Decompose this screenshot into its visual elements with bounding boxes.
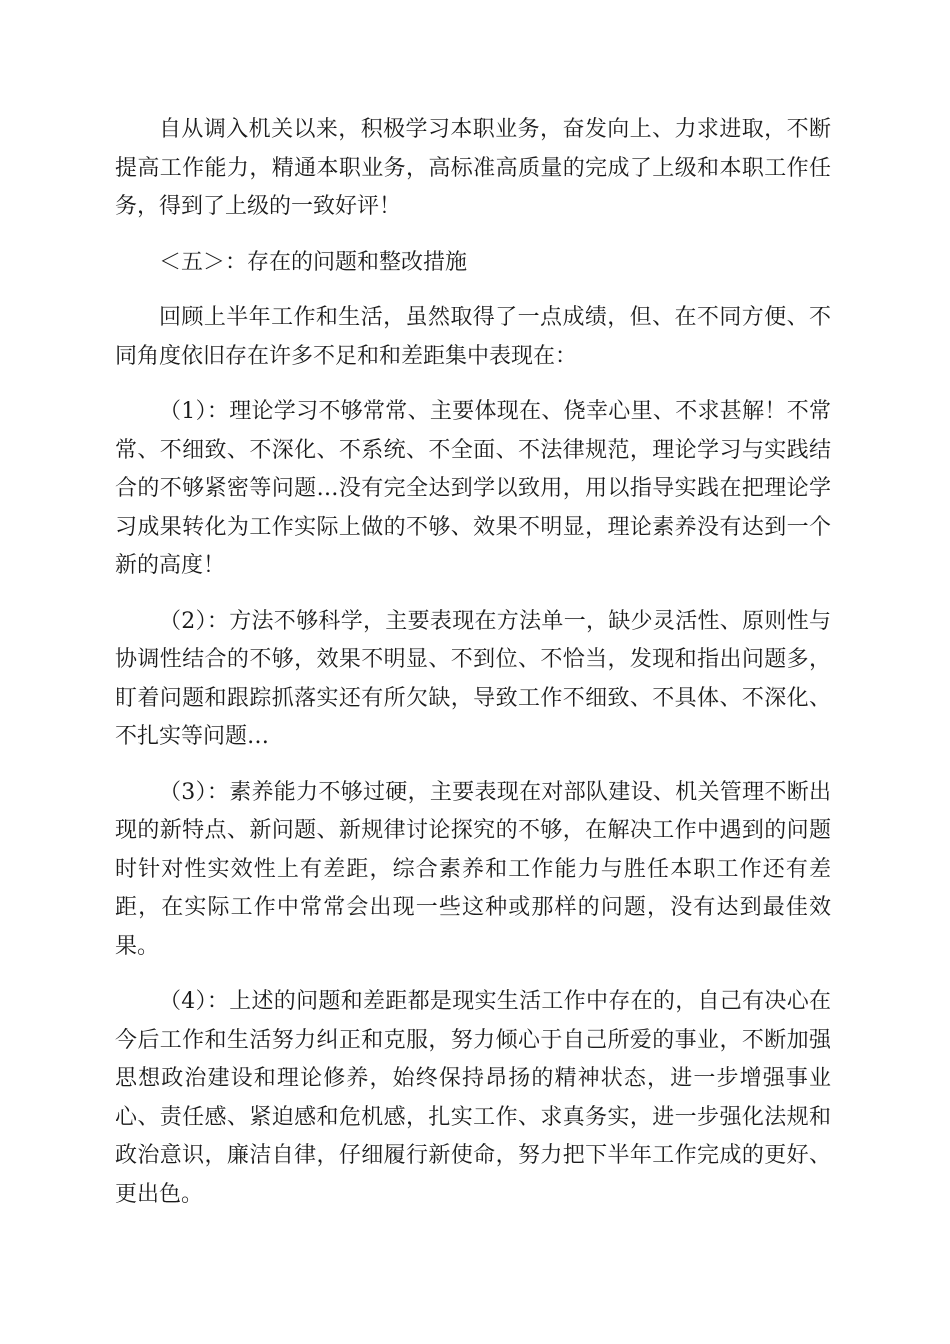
paragraph-item-1: （1）：理论学习不够常常、主要体现在、侥幸心里、不求甚解！不常常、不细致、不深化、不系统、不全面、不法律规范，理论学习与实践结合的不够紧密等问题…没有完全达到学以致用，用以指导实践在把理论学习成果转化为工作实际上做的不够、效果不明显，理论素养没有达到一个新的高度！ bbox=[115, 399, 831, 578]
paragraph-item-2: （2）：方法不够科学，主要表现在方法单一，缺少灵活性、原则性与协调性结合的不够，效果不明显、不到位、不恰当，发现和指出问题多，盯着问题和跟踪抓落实还有所欠缺，导致工作不细致、不具体、不深化、不扎实等问题… bbox=[115, 608, 831, 749]
document-body bbox=[115, 111, 831, 1231]
paragraph-review: 回顾上半年工作和生活，虽然取得了一点成绩，但、在不同方便、不同角度依旧存在许多不足和和差距集中表现在： bbox=[115, 305, 831, 369]
section-heading-problems: ＜五＞：存在的问题和整改措施 bbox=[159, 249, 468, 275]
paragraph-item-4: （4）：上述的问题和差距都是现实生活工作中存在的，自己有决心在今后工作和生活努力纠正和克服，努力倾心于自己所爱的事业，不断加强思想政治建设和理论修养，始终保持昂扬的精神状态，进一步增强事业心、责任感、紧迫感和危机感，扎实工作、求真务实，进一步强化法规和政治意识，廉洁自律，仔细履行新使命，努力把下半年工作完成的更好、更出色。 bbox=[115, 989, 831, 1207]
paragraph-item-3: （3）：素养能力不够过硬，主要表现在对部队建设、机关管理不断出现的新特点、新问题、新规律讨论探究的不够，在解决工作中遇到的问题时针对性实效性上有差距，综合素养和工作能力与胜任本职工作还有差距，在实际工作中常常会出现一些这种或那样的问题，没有达到最佳效果。 bbox=[115, 779, 831, 959]
paragraph-intro: 自从调入机关以来，积极学习本职业务，奋发向上、力求进取，不断提高工作能力，精通本职业务，高标准高质量的完成了上级和本职工作任务，得到了上级的一致好评！ bbox=[115, 117, 831, 219]
